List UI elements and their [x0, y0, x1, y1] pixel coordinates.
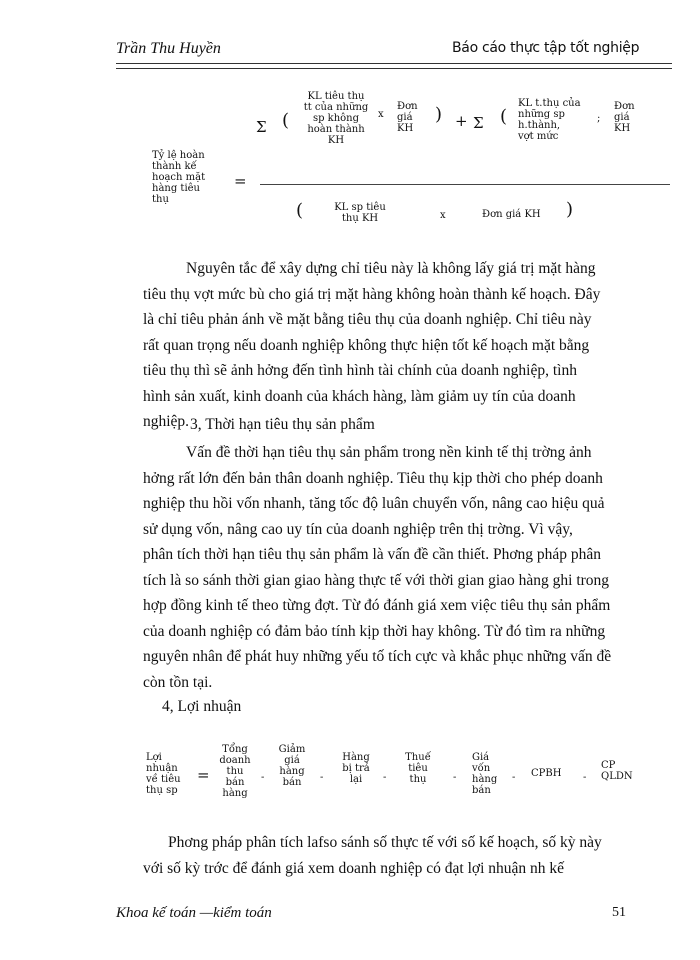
text-line: tích là so sánh thời gian giao hàng thực tế với thời gian giao hàng ghi trong — [143, 571, 610, 589]
lhs-line: nhuận — [146, 763, 178, 774]
page-number: 51 — [612, 905, 626, 920]
lhs-line: hoạch mặt — [152, 172, 206, 183]
term-line: bán — [225, 777, 245, 788]
term-line: thu — [226, 766, 244, 777]
term-line: lại — [349, 774, 363, 785]
price-line: KH — [397, 123, 414, 134]
term-price-discount — [272, 744, 312, 788]
term-line: KL t.thụ của — [518, 98, 581, 109]
term-line: KL sp tiêu — [334, 202, 386, 213]
term-line: vợt mức — [518, 131, 559, 142]
formula-lhs — [152, 150, 205, 205]
header-rule — [116, 63, 672, 69]
term-line: hàng — [279, 766, 305, 777]
term-returns — [336, 752, 376, 785]
lhs-line: thành kế — [152, 161, 197, 172]
term-line: hoàn thành — [307, 124, 365, 135]
term-line: Thuế — [405, 752, 431, 763]
close-paren: ) — [435, 104, 443, 125]
term-line: CP — [601, 760, 616, 771]
text-line: hởng rất lớn đến bản thân doanh nghiệp. Tiêu thụ kịp thời cho phép doanh — [143, 469, 603, 487]
text-line: nguyên nhân để phát huy những yếu tố tích cực và khắc phục những vấn đề — [143, 648, 612, 665]
term-line: KH — [327, 135, 345, 146]
term-line: thụ KH — [341, 213, 379, 224]
open-paren: ( — [282, 110, 290, 131]
text-line: nghiệp. — [143, 413, 190, 430]
sigma-symbol: Σ — [473, 114, 484, 132]
term-line: h.thành, — [518, 120, 561, 131]
term-selling-expense: CPBH — [531, 768, 562, 779]
lhs-line: thụ sp — [146, 785, 178, 796]
equals-sign: = — [197, 766, 210, 784]
lhs-line: hàng tiêu — [152, 183, 200, 194]
minus-sign: - — [512, 772, 516, 783]
denominator-price: Đơn giá KH — [482, 209, 541, 220]
text-line: hình sản xuất, kinh doanh của khách hàng, làm giảm uy tín của doanh — [143, 387, 576, 405]
lhs-line: Tỷ lệ hoàn — [152, 150, 205, 161]
term-line: bán — [472, 785, 491, 796]
term-line: sp không — [312, 113, 360, 124]
text-line: tiêu thụ vợt mức bù cho giá trị mặt hàng không hoàn thành kế hoạch. Đây — [143, 285, 601, 303]
text-line: nghiệp thu hồi vốn nhanh, tăng tốc độ luân chuyển vốn, nâng cao hiệu quả — [143, 495, 605, 512]
close-paren: ) — [566, 199, 574, 220]
numerator-term2 — [518, 98, 581, 142]
text-line: của doanh nghiệp có đảm bảo tính kịp thời hay không. Từ đó tìm ra những — [143, 622, 606, 640]
term-line: doanh — [219, 755, 251, 766]
text-line: rất quan trọng nếu doanh nghiệp không thực hiện tốt kế hoạch mặt bằng — [143, 336, 590, 354]
header-author: Trần Thu Huyền — [116, 40, 221, 57]
text-line: phân tích thời hạn tiêu thụ sản phẩm là vấn đề cần thiết. Phơng pháp phân — [143, 546, 602, 563]
numerator-price1 — [397, 101, 418, 134]
term-line: tt của những — [303, 102, 369, 113]
term-cost-of-goods — [472, 752, 497, 796]
denominator-term — [325, 202, 395, 224]
minus-sign: - — [453, 772, 457, 783]
numerator-price2 — [614, 101, 635, 134]
minus-sign: - — [261, 772, 265, 783]
times-sign: x — [440, 210, 446, 221]
text-line: tiêu thụ thì sẽ ảnh hởng đến tình hình tài chính của doanh nghiệp, tình — [143, 362, 577, 379]
numerator-term1 — [298, 91, 374, 146]
term-line: bán — [282, 777, 302, 788]
separator-sign: ; — [597, 113, 601, 124]
open-paren: ( — [500, 106, 508, 127]
text-line: Vấn đề thời hạn tiêu thụ sản phẩm trong nền kinh tế thị trờng ảnh — [186, 444, 592, 461]
header-title: Báo cáo thực tập tốt nghiệp — [452, 40, 640, 56]
term-line: giá — [284, 755, 300, 766]
term-line: Giảm — [278, 744, 306, 755]
term-line: tiêu — [408, 763, 428, 774]
footer-department: Khoa kế toán —kiểm toán — [116, 905, 272, 921]
term-total-revenue — [215, 744, 255, 799]
term-line: Hàng — [342, 752, 370, 763]
equals-sign: = — [234, 172, 247, 190]
price-line: giá — [614, 112, 630, 123]
section-3-body — [143, 440, 663, 695]
term-line: vốn — [472, 763, 491, 774]
fraction-bar — [260, 184, 670, 185]
section-3-heading: 3, Thời hạn tiêu thụ sản phẩm — [190, 416, 375, 433]
term-line: những sp — [518, 109, 565, 120]
section-4-heading: 4, Lợi nhuận — [162, 698, 242, 715]
plus-sign: + — [455, 112, 468, 130]
term-line: bị trả — [342, 763, 370, 774]
term-line: thụ — [409, 774, 427, 785]
minus-sign: - — [320, 772, 324, 783]
section-4-body — [143, 830, 663, 881]
term-admin-expense — [601, 760, 633, 782]
term-line: Giá — [472, 752, 490, 763]
price-line: Đơn — [614, 101, 635, 112]
minus-sign: - — [583, 772, 587, 783]
text-line: với số kỳ trớc để đánh giá xem doanh nghiệp có đạt lợi nhuận nh kế — [143, 859, 565, 877]
lhs-line: về tiêu — [146, 774, 181, 785]
price-line: Đơn — [397, 101, 418, 112]
text-line: hợp đồng kinh tế theo từng đợt. Từ đó đánh giá xem việc tiêu thụ sản phẩm — [143, 597, 611, 614]
paragraph-principle — [143, 256, 663, 435]
term-line: KL tiêu thụ — [307, 91, 365, 102]
lhs-line: Lợi — [146, 752, 162, 763]
term-line: hàng — [222, 788, 248, 799]
open-paren: ( — [296, 200, 304, 221]
times-sign: x — [378, 109, 384, 120]
text-line: là chỉ tiêu phản ánh về mặt bằng tiêu thụ của doanh nghiệp. Chỉ tiêu này — [143, 311, 592, 328]
term-line: Tổng — [222, 744, 248, 755]
term-line: QLDN — [601, 771, 633, 782]
term-excise-tax — [400, 752, 436, 785]
text-line: còn tồn tại. — [143, 673, 213, 691]
minus-sign: - — [383, 772, 387, 783]
price-line: giá — [397, 112, 413, 123]
term-line: hàng — [472, 774, 498, 785]
text-line: sử dụng vốn, nâng cao uy tín của doanh nghiệp trên thị trờng. Vì vậy, — [143, 520, 573, 538]
text-line: Phơng pháp phân tích lafso sánh số thực tế với số kế hoạch, số kỳ này — [168, 834, 602, 851]
sigma-symbol: Σ — [256, 118, 267, 136]
formula-lhs — [146, 752, 181, 796]
text-line: Nguyên tắc để xây dựng chỉ tiêu này là không lấy giá trị mặt hàng — [186, 260, 596, 277]
lhs-line: thụ — [152, 194, 169, 205]
price-line: KH — [614, 123, 631, 134]
